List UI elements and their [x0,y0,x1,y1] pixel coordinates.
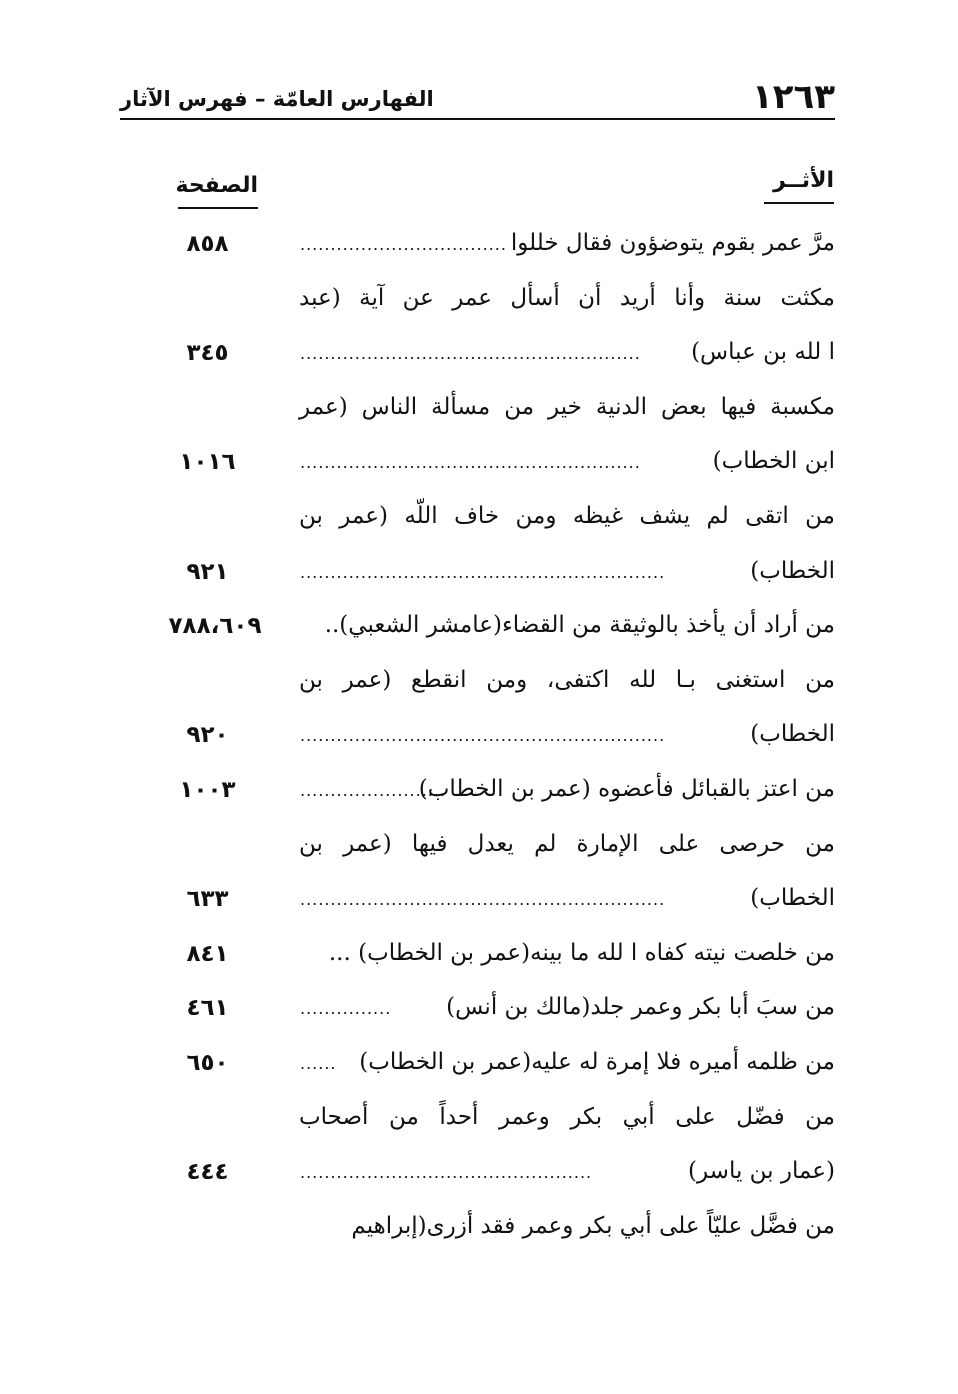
page-reference: ٧٨٨،٦٠٩ [168,613,262,640]
page-reference: ٦٥٠ [186,1049,229,1076]
index-line [0,873,958,928]
page-reference: ٨٥٨ [186,231,229,257]
index-line [0,491,958,546]
entry-text: الخطاب) [750,721,835,748]
column-heading-page: الصفحة [178,171,258,209]
index-line [0,546,958,601]
page-reference: ٤٤٤ [186,1159,229,1186]
page-reference: ٦٣٣ [186,886,229,913]
leader-dots: ........................................................ [300,453,641,473]
leader-dots: .................................. [300,235,507,254]
leader-dots: ............... [300,999,392,1019]
entry-text: من استغنى بـا لله اكتفى، ومن انقطع (عمر بن [299,666,835,693]
index-line [0,600,958,655]
entry-text: مرَّ عمر بقوم يتوضؤون فقال خللوا [510,230,835,256]
entry-text: ابن الخطاب) [712,448,835,475]
index-line [0,1146,958,1201]
entry-text: من اعتز بالقبائل فأعضوه (عمر بن الخطاب) [418,775,835,802]
page-reference: ١٠٠٣ [179,776,236,803]
page-number: ١٢٦٣ [751,77,835,117]
page-reference: ١٠١٦ [179,449,236,476]
entry-text: من فضَّل عليّاً على أبي بكر وعمر فقد أزرى(إبراهيم [351,1212,835,1239]
entry-text: الخطاب) [750,885,835,912]
entry-text: ا لله بن عباس) [691,339,835,366]
index-line [0,928,958,983]
entry-text: (عمار بن ياسر) [688,1158,835,1185]
index-entries [0,218,958,1255]
running-title: الفهارس العامّة – فهرس الآثار [120,87,434,111]
page-reference: ٨٤١ [186,940,229,967]
index-line [0,218,958,273]
leader-dots: ........................................................ [300,344,641,364]
leader-dots: ............................................................ [300,562,666,582]
entry-text: الخطاب) [750,557,835,584]
index-line [0,436,958,491]
leader-dots: ............................................................ [300,890,666,910]
page-reference: ٩٢١ [186,558,229,585]
index-line [0,764,958,819]
leader-dots: ........................ [300,780,447,800]
entry-text: من خلصت نيته كفاه ا لله ما بينه(عمر بن الخطاب) ... [328,939,835,966]
column-heading-athar: الأثــر [764,166,834,204]
entry-text: من اتقى لم يشف غيظه ومن خاف اللّه (عمر بن [299,502,835,529]
entry-text: مكثت سنة وأنا أريد أن أسأل عمر عن آية (عبد [299,284,835,311]
page-reference: ٣٤٥ [186,340,229,367]
entry-text: من أراد أن يأخذ بالوثيقة من القضاء(عامشر الشعبي).. [324,612,835,639]
leader-dots: ................................................ [300,1163,593,1183]
index-line [0,709,958,764]
index-line [0,1092,958,1147]
index-line [0,327,958,382]
entry-text: من حرصى على الإمارة لم يعدل فيها (عمر بن [299,830,835,857]
page-header [120,78,835,120]
page-reference: ٩٢٠ [186,722,229,749]
index-line [0,382,958,437]
index-line [0,273,958,328]
index-line [0,982,958,1037]
entry-text: مكسبة فيها بعض الدنية خير من مسألة الناس (عمر [299,393,835,420]
leader-dots: ............................................................ [300,726,666,746]
entry-text: من فضّل على أبي بكر وعمر أحداً من أصحاب [299,1103,835,1130]
index-line [0,819,958,874]
leader-dots: ...... [300,1053,337,1073]
index-line [0,655,958,710]
entry-text: من ظلمه أميره فلا إمرة له عليه(عمر بن الخطاب) [359,1048,835,1075]
index-line [0,1201,958,1256]
entry-text: من سبَ أبا بكر وعمر جلد(مالك بن أنس) [446,994,835,1021]
index-line [0,1037,958,1092]
page-reference: ٤٦١ [186,995,229,1022]
